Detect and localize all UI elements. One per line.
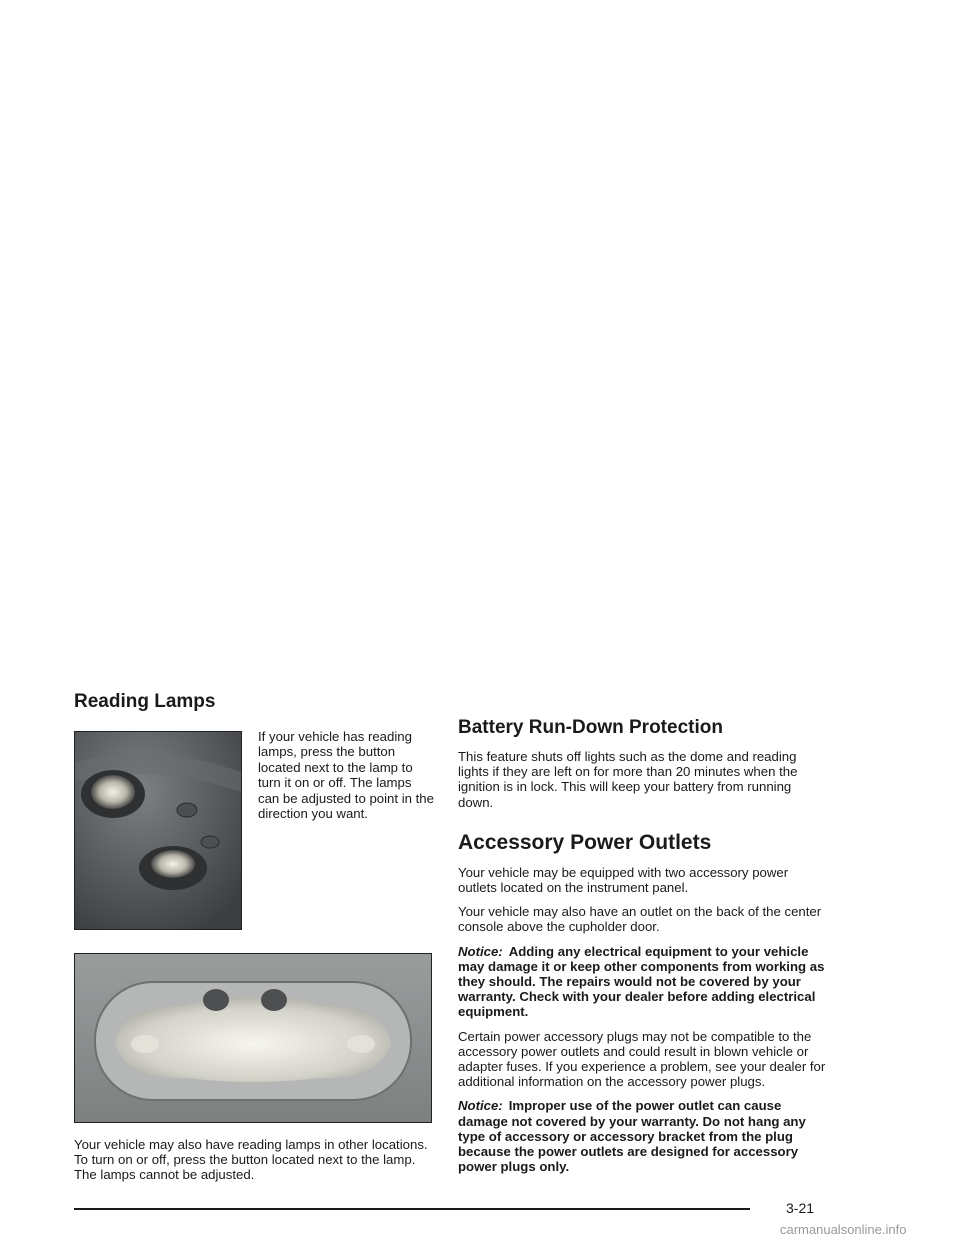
reading-lamp-photo [74,731,242,930]
accessory-outlets-paragraph-2: Your vehicle may also have an outlet on the back of the center console above the cupholder door. [458,904,822,935]
reading-lamps-paragraph: If your vehicle has reading lamps, press the button located next to the lamp to turn it on or off. The lamps can be adjusted to point in the direction you want. [258,729,434,822]
reading-lamps-heading: Reading Lamps [74,691,216,712]
right-column [458,716,828,1174]
page-number: 3-21 [786,1200,815,1216]
notice-2-label: Notice: [458,1098,503,1114]
reading-lamp-illustration [75,732,241,929]
other-reading-lamps-paragraph: Your vehicle may also have reading lamps in other locations. To turn on or off, press the button located next to the lamp. The lamps cannot be adjusted. [74,1137,428,1183]
reading-lamps-side-text [258,729,434,821]
watermark: carmanualsonline.info [780,1222,907,1237]
accessory-outlets-heading: Accessory Power Outlets [458,830,712,854]
footer-rule [74,1208,750,1210]
accessory-outlets-paragraph-1: Your vehicle may be equipped with two accessory power outlets located on the instrument panel. [458,864,789,896]
overhead-lamp-photo [74,953,432,1123]
left-column [74,690,434,714]
notice-1-text: Adding any electrical equipment to your vehicle may damage it or keep other components from working as they should. The repairs would not be covered by your warranty. Check with your dealer before adding electrical equipment. [458,943,825,1020]
notice-2-text: Improper use of the power outlet can cause damage not covered by your warranty. Do not hang any type of accessory or accessory bracket from the plug because the power outlets are designed for accessory power plugs only. [458,1098,806,1175]
notice-1 [458,944,828,1020]
battery-protection-heading: Battery Run-Down Protection [458,717,723,738]
notice-1-label: Notice: [458,943,503,959]
reading-lamps-bottom-text [74,1137,436,1183]
battery-protection-paragraph: This feature shuts off lights such as the dome and reading lights if they are left on for more than 20 minutes when the ignition is in lock. This will keep your battery from running down. [458,749,798,810]
accessory-outlets-paragraph-3: Certain power accessory plugs may not be compatible to the accessory power outlets and could result in blown vehicle or adapter fuses. If you experience a problem, see your dealer for additional information on the accessory power plugs. [458,1028,826,1090]
overhead-lamp-illustration [75,954,431,1122]
notice-2 [458,1098,828,1174]
